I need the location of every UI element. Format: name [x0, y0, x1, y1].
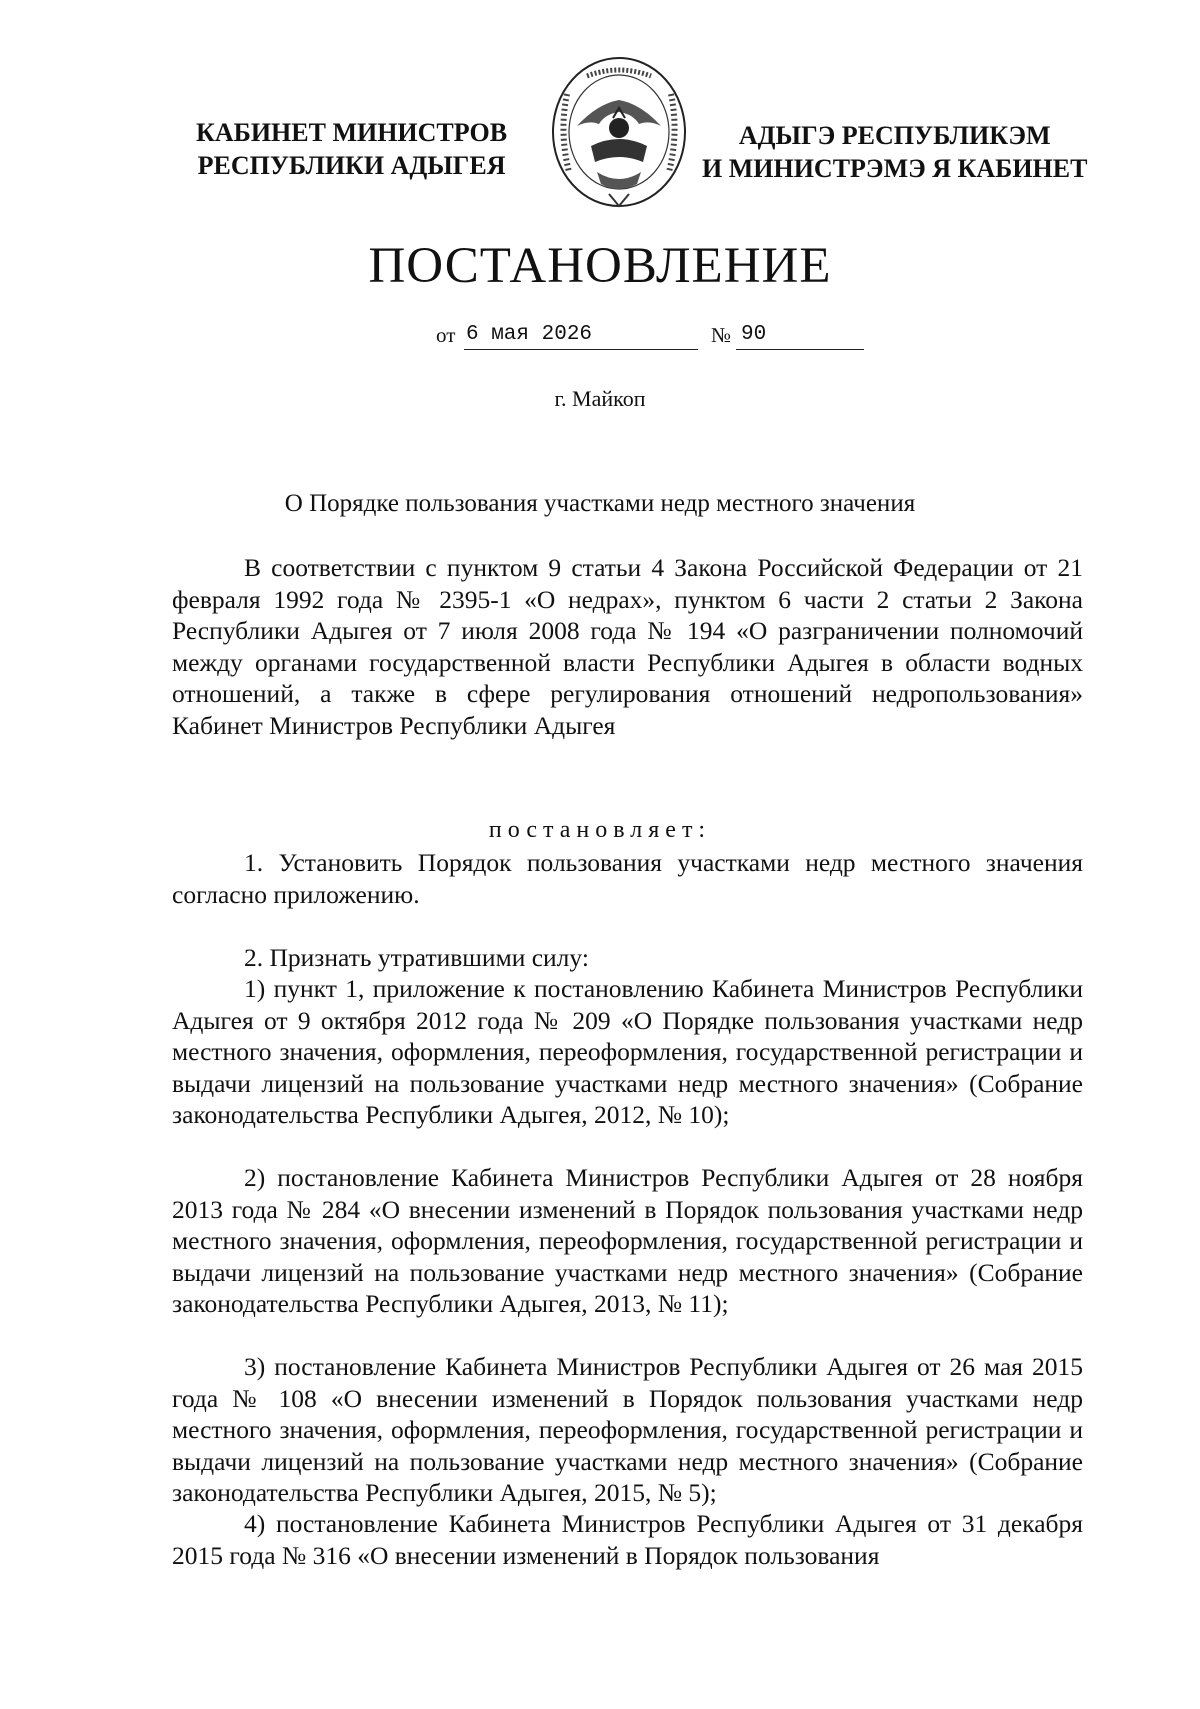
list-item: 4) постановление Кабинета Министров Республики Адыгея от 31 декабря 2015 года № 316 «О внесении изменений в Порядок пользования: [172, 1509, 1083, 1570]
number-underline: [736, 349, 864, 350]
list-item: 1) пункт 1, приложение к постановлению Кабинета Министров Республики Адыгея от 9 октября 2012 года № 209 «О Порядке пользования участками недр местного значения, оформления, переоформления, государственной регистрации и выдачи лицензий на пользование участками недр местного значения» (Собрание законодательства Республики Адыгея, 2012, № 10);: [172, 974, 1083, 1129]
number-prefix: №: [711, 323, 732, 347]
date-underline: [464, 349, 698, 350]
resolves-heading: постановляет:: [488, 817, 712, 843]
list-item: 2. Признать утратившими силу:: [244, 943, 589, 972]
document-subject: О Порядке пользования участками недр местного значения: [284, 490, 916, 517]
header-left-line1: КАБИНЕТ МИНИСТРОВ: [196, 118, 508, 147]
document-city: г. Майкоп: [554, 386, 646, 411]
document-number: 90: [741, 323, 767, 346]
coat-of-arms-icon: [547, 54, 691, 214]
document-date: 6 мая 2026: [466, 323, 593, 346]
date-prefix: от: [436, 323, 456, 347]
list-item: 1. Установить Порядок пользования участками недр местного значения согласно приложению.: [172, 848, 1083, 909]
header-left-line2: РЕСПУБЛИКИ АДЫГЕЯ: [197, 151, 506, 180]
preamble-paragraph: В соответствии с пунктом 9 статьи 4 Закона Российской Федерации от 21 февраля 1992 года № 2395-1 «О недрах», пунктом 6 части 2 статьи 2 Закона Республики Адыгея от 7 июля 2008 года № 194 «О разграничении полномочий между органами государственной власти Республики Адыгея в области водных отношений, а также в сфере регулирования отношений недропользования» Кабинет Министров Республики Адыгея: [172, 553, 1083, 740]
header-right: [702, 119, 1087, 185]
list-item: 3) постановление Кабинета Министров Республики Адыгея от 26 мая 2015 года № 108 «О внесении изменений в Порядок пользования участками недр местного значения, оформления, переоформления, государственной регистрации и выдачи лицензий на пользование участками недр местного значения» (Собрание законодательства Республики Адыгея, 2015, № 5);: [172, 1352, 1083, 1507]
document-title: ПОСТАНОВЛЕНИЕ: [368, 238, 832, 294]
header-right-line2: И МИНИСТРЭМЭ Я КАБИНЕТ: [702, 154, 1088, 183]
header-right-line1: АДЫГЭ РЕСПУБЛИКЭМ: [738, 121, 1051, 150]
list-item: 2) постановление Кабинета Министров Республики Адыгея от 28 ноября 2013 года № 284 «О внесении изменений в Порядок пользования участками недр местного значения, оформления, переоформления, государственной регистрации и выдачи лицензий на пользование участками недр местного значения» (Собрание законодательства Республики Адыгея, 2013, № 11);: [172, 1163, 1083, 1318]
header-left: [196, 116, 507, 182]
